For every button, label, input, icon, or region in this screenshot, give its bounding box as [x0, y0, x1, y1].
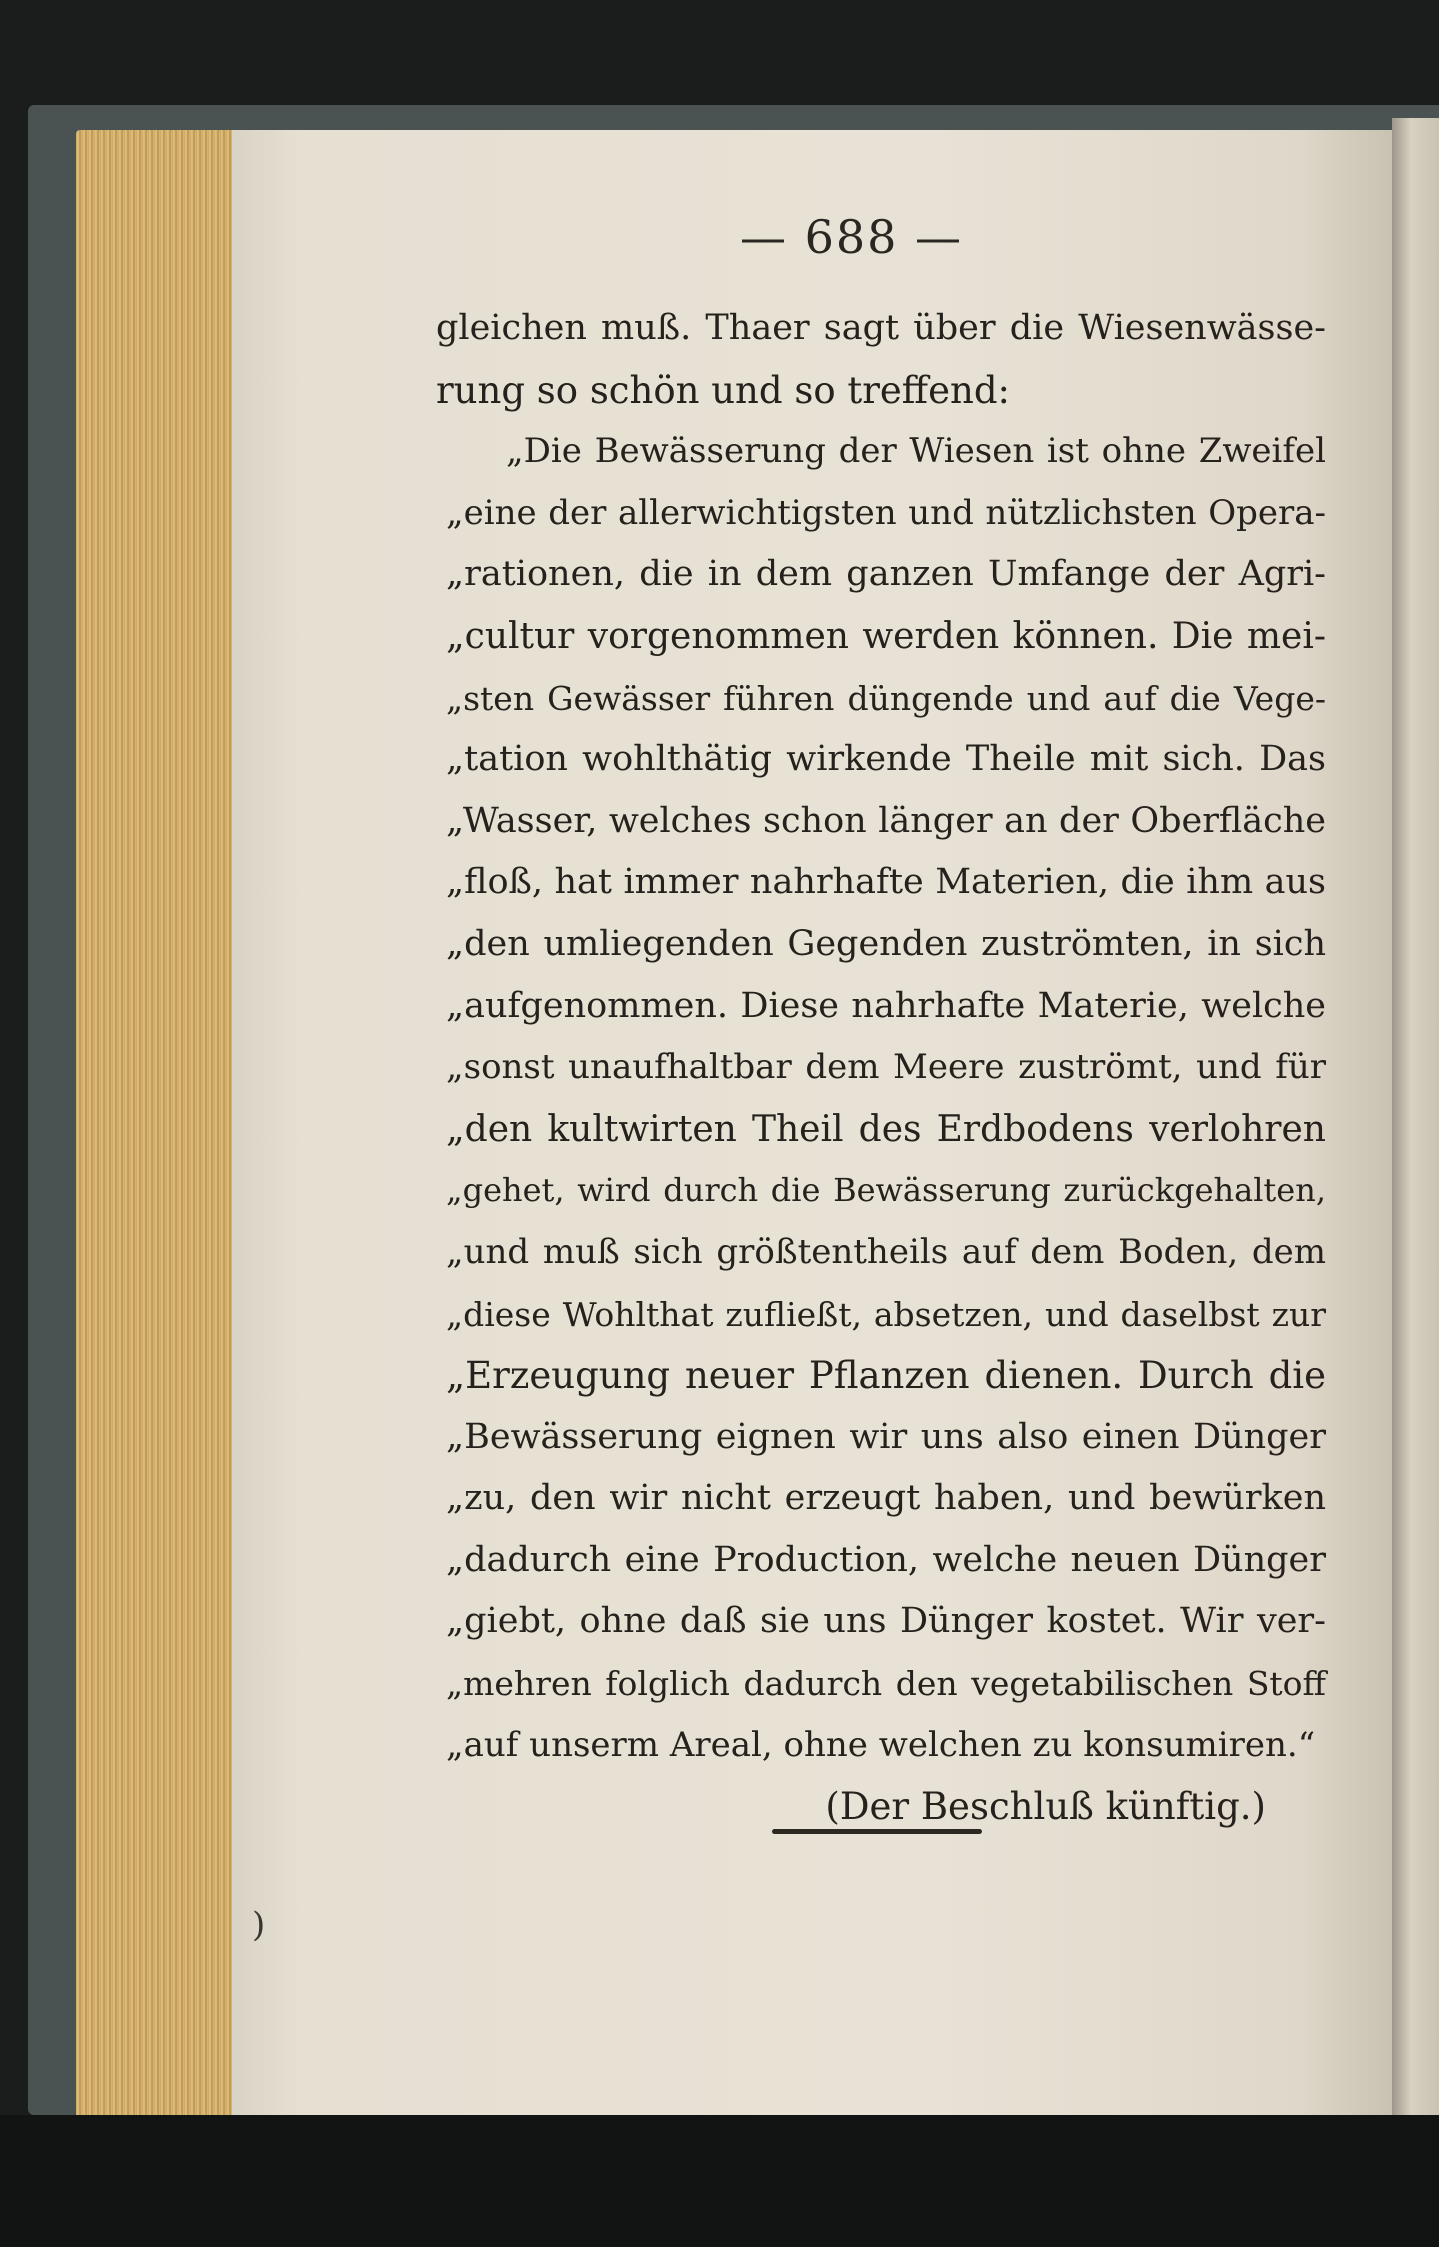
text-line: „zu, den wir nicht erzeugt haben, und bewürken: [446, 1478, 1326, 1519]
text-line: „cultur vorgenommen werden können. Die mei-: [446, 615, 1326, 657]
text-line: „mehren folglich dadurch den vegetabilischen Stoff: [446, 1664, 1326, 1704]
page-number: — 688 —: [740, 210, 964, 264]
text-line: „auf unserm Areal, ohne welchen zu konsumiren.“: [446, 1724, 1316, 1765]
background-shadow: [0, 2115, 1439, 2247]
text-line: „aufgenommen. Diese nahrhafte Materie, welche: [446, 985, 1326, 1026]
end-rule: [772, 1829, 982, 1834]
text-line: „sonst unaufhaltbar dem Meere zuströmt, und für: [446, 1047, 1326, 1088]
text-line: „tation wohlthätig wirkende Theile mit sich. Das: [446, 739, 1326, 780]
closing-note: (Der Beschluß künftig.): [825, 1785, 1266, 1829]
text-line: „diese Wohlthat zufließt, absetzen, und daselbst zur: [446, 1294, 1326, 1334]
text-line: „Bewässerung eignen wir uns also einen Dünger: [446, 1416, 1326, 1457]
text-line: „rationen, die in dem ganzen Umfange der Agri-: [446, 554, 1326, 595]
text-line: „Die Bewässerung der Wiesen ist ohne Zweifel: [506, 431, 1326, 472]
text-line: „floß, hat immer nahrhafte Materien, die ihm aus: [446, 862, 1326, 903]
text-line: „Wasser, welches schon länger an der Oberfläche: [446, 800, 1326, 841]
text-line: „eine der allerwichtigsten und nützlichsten Opera-: [446, 492, 1326, 533]
text-line: „den umliegenden Gegenden zuströmten, in sich: [446, 923, 1326, 964]
text-line: „und muß sich größtentheils auf dem Boden, dem: [446, 1231, 1326, 1272]
page-edges: [76, 130, 236, 2120]
text-line: „Erzeugung neuer Pflanzen dienen. Durch die: [446, 1354, 1326, 1398]
text-line: „giebt, ohne daß sie uns Dünger kostet. Wir ver-: [446, 1601, 1326, 1642]
text-line: „den kultwirten Theil des Erdbodens verlohren: [446, 1108, 1326, 1150]
text-line: „dadurch eine Production, welche neuen Dünger: [446, 1539, 1326, 1580]
margin-mark: ): [252, 1905, 266, 1945]
text-line: rung so schön und so treffend:: [436, 368, 1010, 412]
text-line: „gehet, wird durch die Bewässerung zurückgehalten,: [446, 1171, 1326, 1210]
next-page-edge: [1392, 118, 1439, 2118]
body-text: [436, 298, 1326, 1838]
text-line: „sten Gewässer führen düngende und auf die Vege-: [446, 678, 1326, 718]
text-line: gleichen muß. Thaer sagt über die Wiesenwässe-: [436, 308, 1326, 348]
